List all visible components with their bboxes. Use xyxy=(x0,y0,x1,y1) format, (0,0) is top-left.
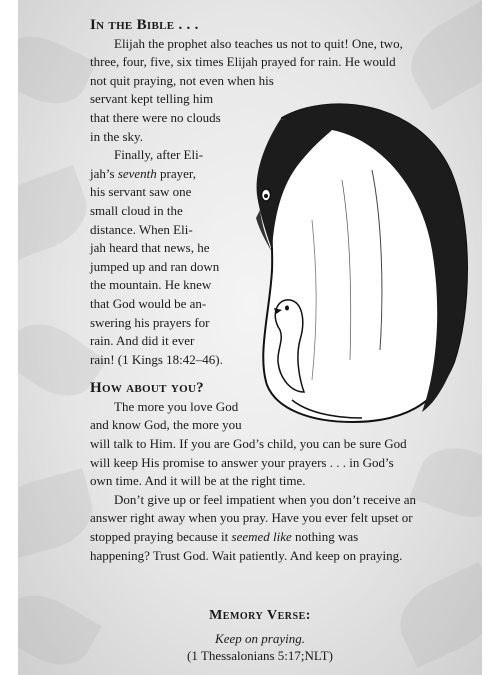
text-line: not quit praying, not even when his xyxy=(90,72,274,88)
bible-heading: In the Bible . . . xyxy=(90,17,199,33)
text-line: servant kept telling him xyxy=(90,91,214,107)
main-text xyxy=(90,16,430,565)
text-line: answer right away when you pray. Have you ever felt upset or xyxy=(90,510,413,526)
background-leaf xyxy=(18,468,100,561)
text-line: jah heard that news, he xyxy=(90,240,210,256)
text-line: that God would be an- xyxy=(90,295,207,311)
text-line: rain! (1 Kings 18:42–46). xyxy=(90,351,223,367)
text-line: his servant saw one xyxy=(90,184,192,200)
text-line: the mountain. He knew xyxy=(90,277,212,293)
text-line xyxy=(90,165,430,184)
emphasis-text: seventh xyxy=(117,165,157,181)
text-line xyxy=(90,528,430,547)
how-heading: How about you? xyxy=(90,380,204,397)
background-leaf xyxy=(18,165,97,265)
memory-verse-block xyxy=(90,608,430,664)
background-leaf xyxy=(18,24,96,116)
text-line: Finally, after Eli- xyxy=(114,147,204,163)
emphasis-text: seemed like xyxy=(231,529,292,545)
text-fragment: nothing was xyxy=(295,529,359,545)
text-line: swering his prayers for xyxy=(90,314,210,330)
text-line: happening? Trust God. Wait patiently. And keep on praying. xyxy=(90,547,403,563)
text-line: Elijah the prophet also teaches us not to quit! One, two, xyxy=(114,35,403,51)
text-line: distance. When Eli- xyxy=(90,221,193,237)
text-fragment: jah’s xyxy=(90,165,115,181)
text-line: rain. And did it ever xyxy=(90,333,195,349)
text-fragment: stopped praying because it xyxy=(90,529,229,545)
memory-heading: Memory Verse: xyxy=(209,608,311,623)
how-paragraph xyxy=(90,398,430,565)
bible-paragraph xyxy=(90,35,430,370)
text-line: jumped up and ran down xyxy=(90,258,220,274)
text-line: and know God, the more you xyxy=(90,417,242,433)
text-line: that there were no clouds xyxy=(90,109,221,125)
text-line: in the sky. xyxy=(90,128,143,144)
text-line: will keep His promise to answer your prayers . . . in God’s xyxy=(90,454,394,470)
memory-verse-reference: (1 Thessalonians 5:17;NLT) xyxy=(187,648,333,663)
memory-verse-text: Keep on praying. xyxy=(215,631,305,646)
text-line: small cloud in the xyxy=(90,202,183,218)
text-line: The more you love God xyxy=(114,398,239,414)
text-fragment: prayer, xyxy=(160,165,196,181)
text-line: Don’t give up or feel impatient when you don’t receive an xyxy=(114,491,417,507)
text-line: three, four, five, six times Elijah prayed for rain. He would xyxy=(90,54,396,70)
text-line: will talk to Him. If you are God’s child, you can be sure God xyxy=(90,436,407,452)
text-line: own time. And it will be at the right time. xyxy=(90,473,306,489)
